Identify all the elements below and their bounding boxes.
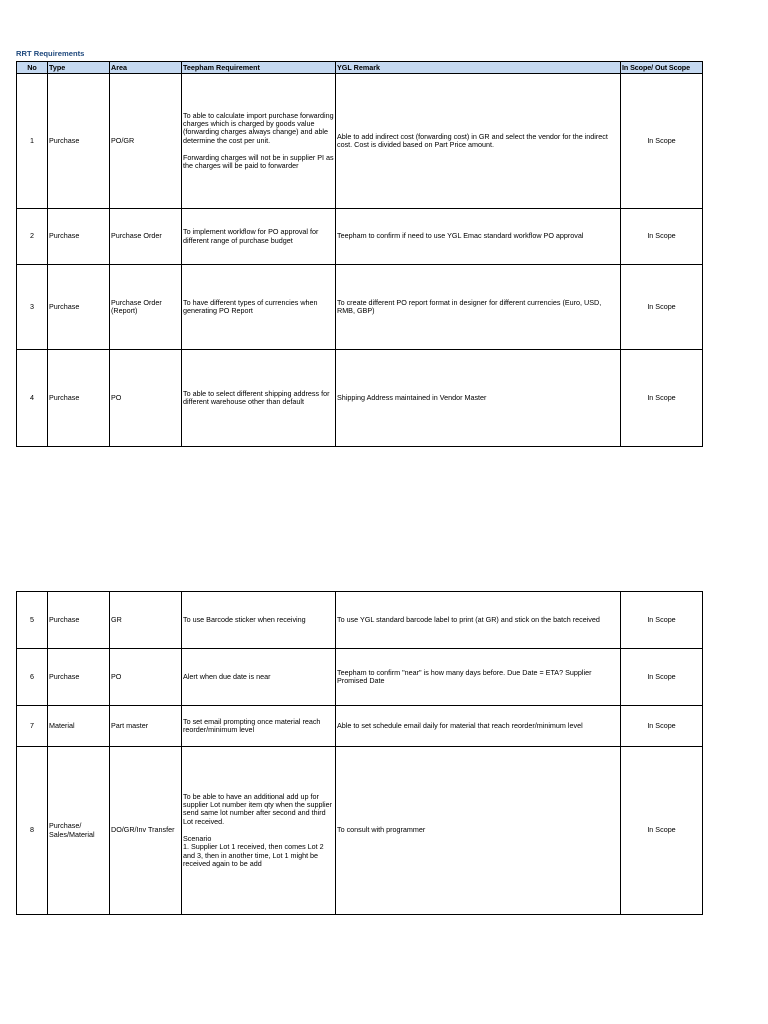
table-row [17, 209, 703, 265]
cell-no: 7 [17, 706, 48, 747]
cell-remark: Shipping Address maintained in Vendor Master [336, 350, 621, 447]
cell-remark: To create different PO report format in designer for different currencies (Euro, USD, RMB, GBP) [336, 265, 621, 350]
cell-type: Purchase [48, 74, 110, 209]
header-scope: In Scope/ Out Scope [621, 62, 703, 74]
header-area: Area [110, 62, 182, 74]
cell-area: GR [110, 592, 182, 649]
requirements-table-part-1 [16, 61, 703, 447]
header-row [17, 62, 703, 74]
cell-no: 5 [17, 592, 48, 649]
cell-scope: In Scope [621, 592, 703, 649]
header-requirement: Teepham Requirement [182, 62, 336, 74]
table-row [17, 747, 703, 915]
cell-scope: In Scope [621, 649, 703, 706]
cell-remark: Teepham to confirm if need to use YGL Emac standard workflow PO approval [336, 209, 621, 265]
cell-no: 2 [17, 209, 48, 265]
cell-remark: To use YGL standard barcode label to print (at GR) and stick on the batch received [336, 592, 621, 649]
cell-area: PO/GR [110, 74, 182, 209]
cell-scope: In Scope [621, 209, 703, 265]
cell-area: PO [110, 649, 182, 706]
header-remark: YGL Remark [336, 62, 621, 74]
cell-remark: Teepham to confirm "near" is how many days before. Due Date = ETA? Supplier Promised Date [336, 649, 621, 706]
cell-type: Purchase [48, 649, 110, 706]
cell-requirement: To able to select different shipping address for different warehouse other than default [182, 350, 336, 447]
cell-no: 1 [17, 74, 48, 209]
cell-type: Material [48, 706, 110, 747]
cell-no: 4 [17, 350, 48, 447]
table-row [17, 649, 703, 706]
cell-scope: In Scope [621, 74, 703, 209]
document-title: RRT Requirements [16, 49, 85, 58]
cell-requirement: To set email prompting once material reach reorder/minimum level [182, 706, 336, 747]
cell-requirement: To implement workflow for PO approval for different range of purchase budget [182, 209, 336, 265]
table-row [17, 74, 703, 209]
table-row [17, 592, 703, 649]
cell-area: PO [110, 350, 182, 447]
header-no: No [17, 62, 48, 74]
cell-type: Purchase [48, 209, 110, 265]
cell-area: Purchase Order (Report) [110, 265, 182, 350]
cell-requirement: Alert when due date is near [182, 649, 336, 706]
cell-type: Purchase/ Sales/Material [48, 747, 110, 915]
cell-requirement: To be able to have an additional add up for supplier Lot number item qty when the supplier send same lot number after second and third Lot received. Scenario 1. Supplier Lot 1 received, then comes Lot 2 and 3, then in another time, Lot 1 might be received again to be add [182, 747, 336, 915]
cell-scope: In Scope [621, 265, 703, 350]
cell-requirement: To able to calculate import purchase forwarding charges which is charged by goods value (forwarding charges always change) and able determine the cost per unit. Forwarding charges will not be in supplier PI as the charges will be paid to forwarder [182, 74, 336, 209]
cell-area: DO/GR/Inv Transfer [110, 747, 182, 915]
cell-scope: In Scope [621, 706, 703, 747]
cell-no: 3 [17, 265, 48, 350]
cell-no: 8 [17, 747, 48, 915]
requirements-table-part-2 [16, 591, 703, 915]
cell-area: Part master [110, 706, 182, 747]
table-row [17, 706, 703, 747]
table-row [17, 350, 703, 447]
header-type: Type [48, 62, 110, 74]
cell-requirement: To use Barcode sticker when receiving [182, 592, 336, 649]
cell-scope: In Scope [621, 747, 703, 915]
cell-type: Purchase [48, 592, 110, 649]
cell-area: Purchase Order [110, 209, 182, 265]
cell-remark: Able to add indirect cost (forwarding cost) in GR and select the vendor for the indirect cost. Cost is divided based on Part Price amount. [336, 74, 621, 209]
cell-no: 6 [17, 649, 48, 706]
cell-type: Purchase [48, 350, 110, 447]
cell-requirement: To have different types of currencies when generating PO Report [182, 265, 336, 350]
cell-scope: In Scope [621, 350, 703, 447]
cell-remark: Able to set schedule email daily for material that reach reorder/minimum level [336, 706, 621, 747]
cell-type: Purchase [48, 265, 110, 350]
table-row [17, 265, 703, 350]
cell-remark: To consult with programmer [336, 747, 621, 915]
